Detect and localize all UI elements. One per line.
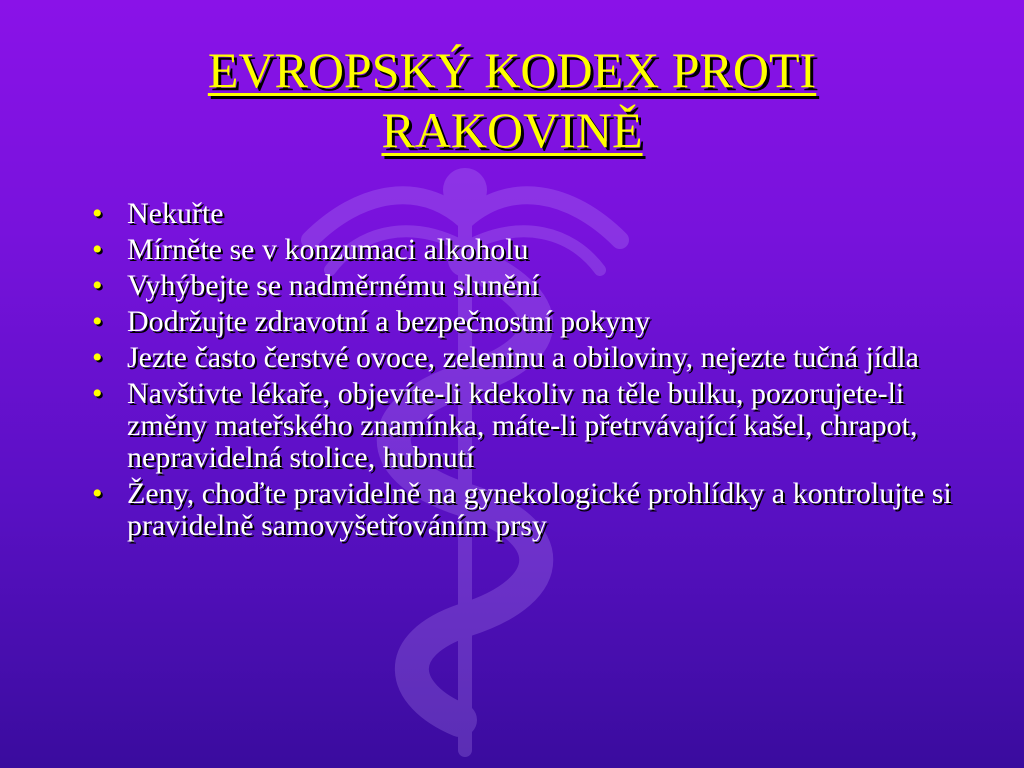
slide-title bbox=[0, 40, 1024, 160]
bullet-icon: • bbox=[92, 377, 103, 410]
bullet-item-doctor bbox=[90, 378, 970, 474]
bullet-icon: • bbox=[92, 305, 103, 338]
bullet-text: Vyhýbejte se nadměrnému slunění bbox=[127, 269, 540, 302]
bullet-item-safety bbox=[90, 306, 970, 338]
bullet-item-no-smoking bbox=[90, 198, 970, 230]
bullet-icon: • bbox=[92, 233, 103, 266]
title-line-1: EVROPSKÝ KODEX PROTI bbox=[207, 42, 817, 98]
bullet-text: Mírněte se v konzumaci alkoholu bbox=[127, 233, 529, 266]
bullet-item-sun bbox=[90, 270, 970, 302]
bullet-icon: • bbox=[92, 197, 103, 230]
bullet-icon: • bbox=[92, 341, 103, 374]
title-line-2: RAKOVINĚ bbox=[381, 102, 643, 158]
bullet-list bbox=[90, 198, 970, 546]
bullet-item-diet bbox=[90, 342, 970, 374]
bullet-text: Dodržujte zdravotní a bezpečnostní pokyny bbox=[127, 305, 651, 338]
bullet-item-women-checkups bbox=[90, 478, 970, 542]
bullet-icon: • bbox=[92, 477, 103, 510]
bullet-text: Navštivte lékaře, objevíte-li kdekoliv na těle bulku, pozorujete-li změny mateřského znamínka, máte-li přetrvávající kašel, chrapot, nepravidelná stolice, hubnutí bbox=[127, 377, 918, 474]
bullet-text: Ženy, choďte pravidelně na gynekologické prohlídky a kontrolujte si pravidelně samovyšetřováním prsy bbox=[127, 477, 952, 542]
bullet-icon: • bbox=[92, 269, 103, 302]
bullet-text: Nekuřte bbox=[127, 197, 224, 230]
bullet-item-alcohol bbox=[90, 234, 970, 266]
bullet-text: Jezte často čerstvé ovoce, zeleninu a obiloviny, nejezte tučná jídla bbox=[127, 341, 919, 374]
